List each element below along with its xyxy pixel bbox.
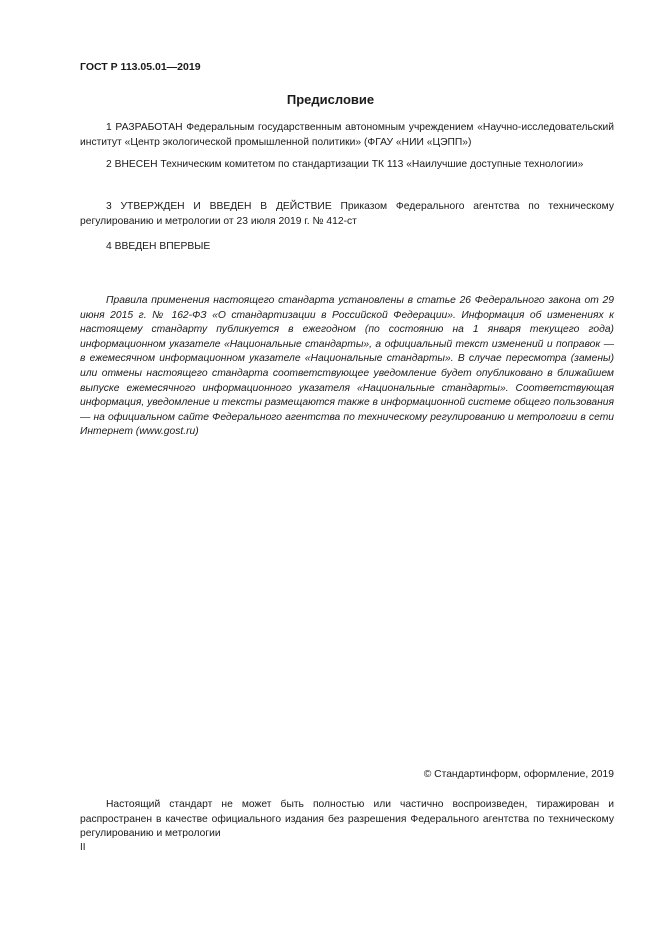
document-header: ГОСТ Р 113.05.01—2019: [80, 61, 201, 73]
foreword-item-1-text: 1 РАЗРАБОТАН Федеральным государственным автономным учреждением «Научно-исследовательский институт «Центр экологической промышленной политики» (ФГАУ «НИИ «ЦЭПП»): [80, 122, 614, 148]
reproduction-notice: [80, 798, 614, 842]
page-title: Предисловие: [286, 92, 375, 107]
copyright-line: © Стандартинформ, оформление, 2019: [423, 769, 614, 780]
foreword-item-3-text: 3 УТВЕРЖДЕН И ВВЕДЕН В ДЕЙСТВИЕ Приказом Федерального агентства по техническому регулированию и метрологии от 23 июля 2019 г. № 412-ст: [80, 201, 614, 227]
application-rules-text: Правила применения настоящего стандарта установлены в статье 26 Федерального закона от 29 июня 2015 г. № 162-ФЗ «О стандартизации в Российской Федерации». Информация об изменениях к настоящему стандарту публикуется в ежегодном (по состоянию на 1 января текущего года) информационном указателе «Национальные стандарты», а официальный текст изменений и поправок — в ежемесячном информационном указателе «Национальные стандарты». В случае пересмотра (замены) или отмены настоящего стандарта соответствующее уведомление будет опубликовано в ближайшем выпуске ежемесячного информационного указателя «Национальные стандарты». Соответствующая информация, уведомление и тексты размещаются также в информационной системе общего пользования — на официальном сайте Федерального агентства по техническому регулированию и метрологии в сети Интернет (www.gost.ru): [80, 295, 614, 438]
foreword-item-4: [80, 240, 614, 255]
foreword-item-2: [80, 158, 614, 173]
foreword-item-4-text: 4 ВВЕДЕН ВПЕРВЫЕ: [106, 241, 211, 252]
application-rules-notice: [80, 294, 614, 440]
foreword-item-2-text: 2 ВНЕСЕН Техническим комитетом по стандартизации ТК 113 «Наилучшие доступные технологии»: [106, 159, 584, 170]
foreword-item-3: [80, 200, 614, 229]
page-number: II: [80, 842, 86, 853]
reproduction-notice-text: Настоящий стандарт не может быть полностью или частично воспроизведен, тиражирован и распространен в качестве официального издания без разрешения Федерального агентства по техническому регулированию и метрологии: [80, 799, 614, 840]
foreword-item-1: [80, 121, 614, 150]
